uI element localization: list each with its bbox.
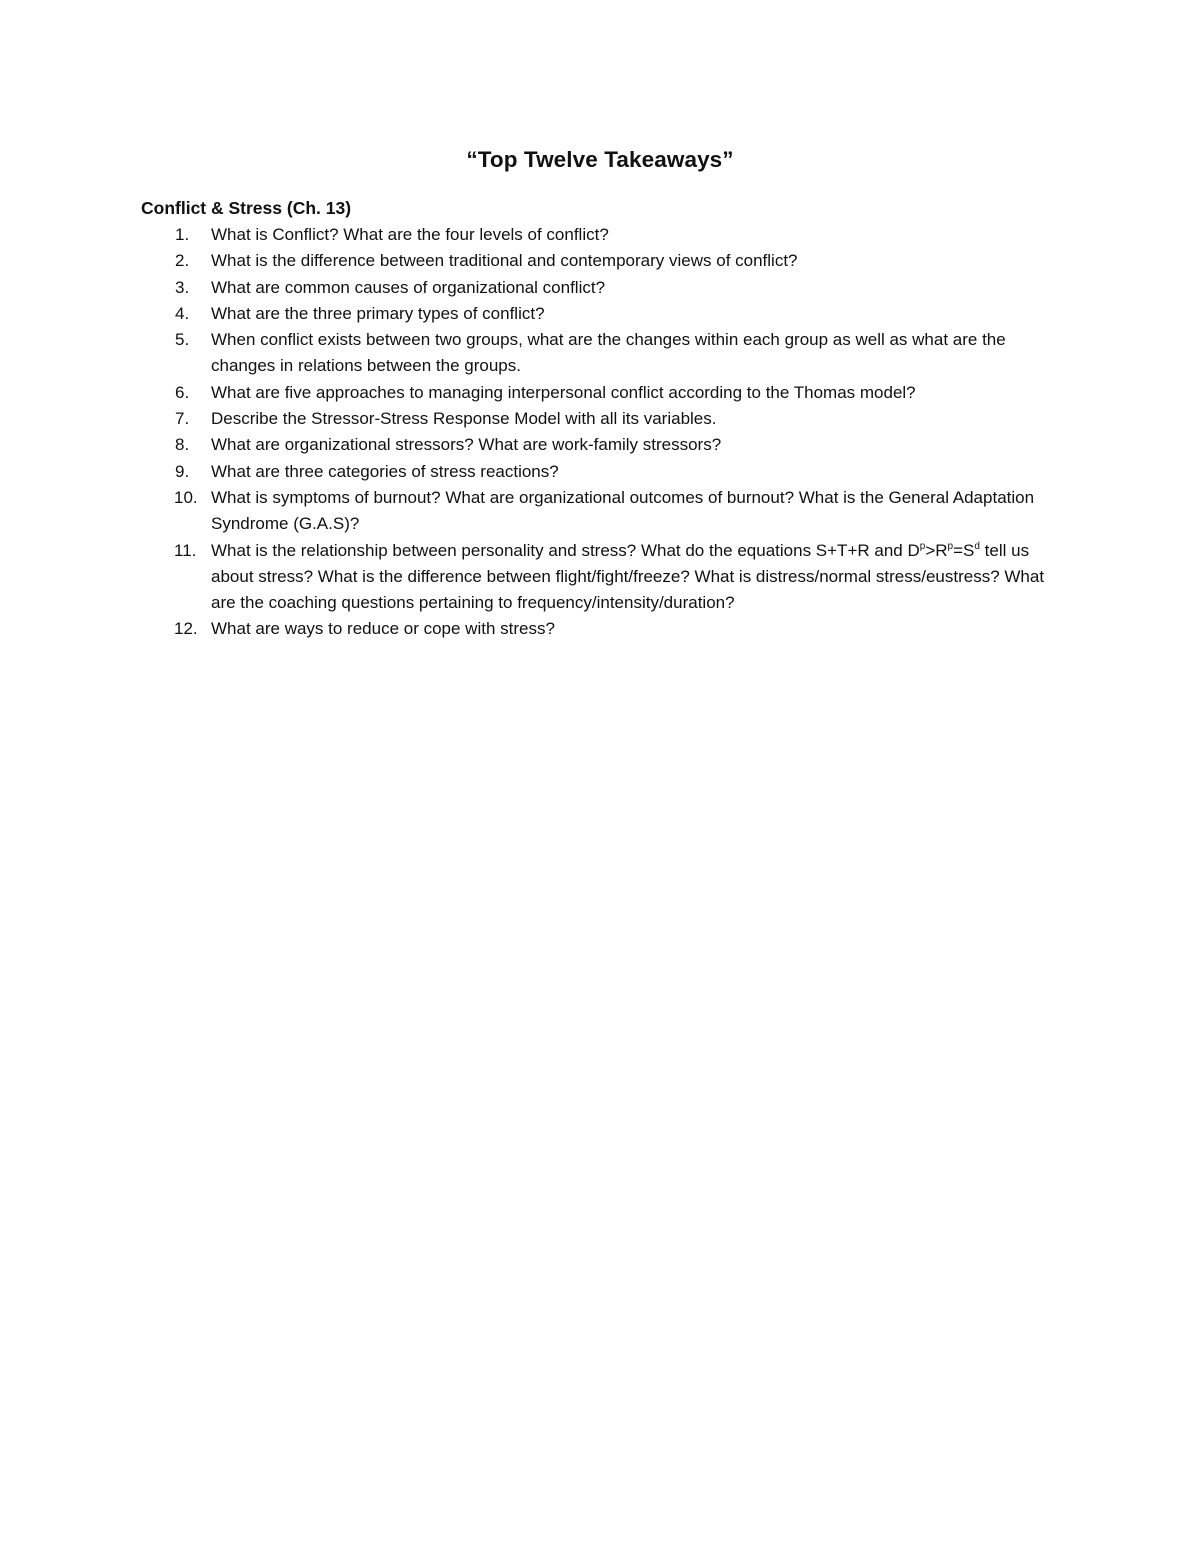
equation-d: D — [907, 540, 920, 560]
item-number: 11. — [174, 540, 197, 560]
item-number: 7. — [175, 409, 190, 429]
list-item — [141, 222, 1071, 248]
list-item — [141, 275, 1071, 301]
item-number: 8. — [175, 435, 190, 455]
item-text: What are common causes of organizational conflict? — [211, 277, 606, 297]
item-number: 12. — [174, 619, 198, 639]
list-item — [141, 616, 1071, 642]
item-number: 5. — [175, 330, 190, 350]
document-title: “Top Twelve Takeaways” — [466, 147, 734, 172]
item-text: What is the difference between traditional and contemporary views of conflict? — [211, 251, 798, 271]
item-text: Describe the Stressor-Stress Response Model with all its variables. — [211, 409, 717, 429]
item-text: What are organizational stressors? What are work-family stressors? — [211, 435, 722, 455]
item-text: When conflict exists between two groups, what are the changes within each group as well as what are the changes in relations between the groups. — [211, 330, 1006, 376]
item-number: 3. — [175, 277, 190, 297]
item-text: What are ways to reduce or cope with stress? — [211, 619, 555, 639]
item-number: 1. — [175, 225, 190, 244]
item-number: 2. — [175, 251, 190, 271]
item-number: 4. — [175, 303, 190, 323]
list-item — [141, 327, 1071, 380]
item-text: What are five approaches to managing interpersonal conflict according to the Thomas model? — [211, 382, 916, 402]
item-text-before: What is the relationship between personality and stress? What do the equations S+T+R and — [211, 540, 908, 560]
item-number: 6. — [175, 382, 190, 402]
list-item — [141, 485, 1071, 538]
item-text-after: tell us about stress? What is the difference between flight/fight/freeze? What is distress/normal stress/eustress? What are the coaching questions pertaining to frequency/intensity/duration? — [211, 540, 1045, 613]
list-item — [141, 459, 1071, 485]
list-item — [141, 248, 1071, 274]
item-text: What are the three primary types of conflict? — [211, 303, 545, 323]
list-item — [141, 406, 1071, 432]
question-list — [141, 222, 1071, 643]
list-item — [141, 432, 1071, 458]
item-text: What are three categories of stress reactions? — [211, 461, 559, 481]
list-item — [141, 380, 1071, 406]
item-number: 9. — [175, 461, 190, 481]
list-item — [141, 538, 1071, 617]
item-text: What is symptoms of burnout? What are organizational outcomes of burnout? What is the General Adaptation Syndrome (G.A.S)? — [211, 487, 1035, 534]
equation-s-superscript: d — [974, 540, 980, 552]
item-number: 10. — [174, 487, 198, 507]
equation-d-superscript: p — [919, 540, 926, 552]
equation-gt-r: >R — [925, 540, 948, 560]
item-text — [211, 538, 1071, 617]
equation-r-superscript: p — [947, 540, 954, 552]
equation-eq-s: =S — [953, 540, 975, 560]
list-item — [141, 301, 1071, 327]
section-heading: Conflict & Stress (Ch. 13) — [141, 198, 352, 218]
item-text: What is Conflict? What are the four levels of conflict? — [211, 225, 609, 244]
